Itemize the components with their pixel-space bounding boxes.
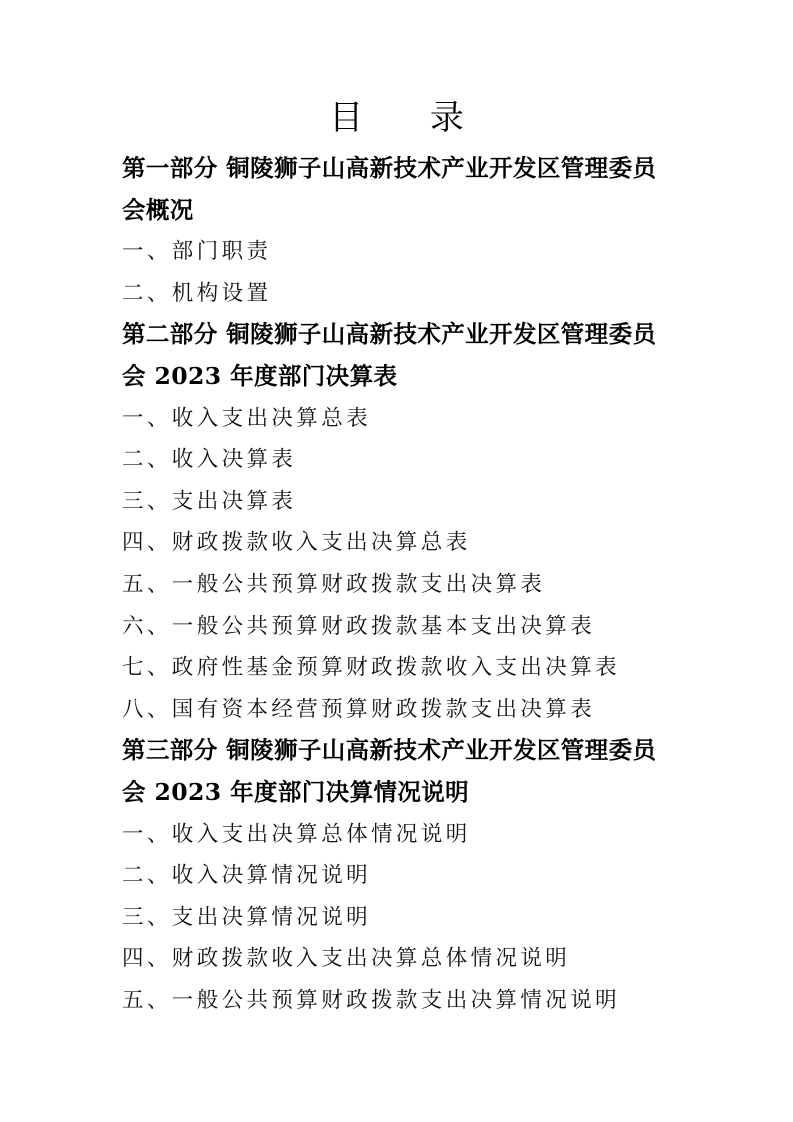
toc-entry: 一、收入支出决算总体情况说明 [122,821,471,847]
toc-entry: 二、收入决算情况说明 [122,863,372,889]
toc-section-heading: 会概况 [122,195,194,224]
toc-section-heading: 第三部分 铜陵狮子山高新技术产业开发区管理委员 [122,736,657,765]
toc-entry: 八、国有资本经营预算财政拨款支出决算表 [122,696,596,722]
table-of-contents [122,148,682,1021]
toc-entry: 三、支出决算情况说明 [122,904,372,930]
toc-entry: 五、一般公共预算财政拨款支出决算情况说明 [122,987,621,1013]
toc-entry: 五、一般公共预算财政拨款支出决算表 [122,571,546,597]
toc-entry: 二、机构设置 [122,280,272,306]
toc-entry: 六、一般公共预算财政拨款基本支出决算表 [122,613,596,639]
toc-section-heading: 会 2023 年度部门决算情况说明 [122,777,470,806]
toc-entry: 二、收入决算表 [122,447,297,473]
toc-entry: 四、财政拨款收入支出决算总表 [122,530,471,556]
toc-section-heading: 第二部分 铜陵狮子山高新技术产业开发区管理委员 [122,320,657,349]
toc-entry: 四、财政拨款收入支出决算总体情况说明 [122,946,571,972]
toc-entry: 一、部门职责 [122,239,272,265]
toc-entry: 一、收入支出决算总表 [122,405,372,431]
toc-section-heading: 会 2023 年度部门决算表 [122,361,398,390]
page-title: 目 录 [329,98,492,138]
toc-entry: 三、支出决算表 [122,488,297,514]
toc-entry: 七、政府性基金预算财政拨款收入支出决算表 [122,655,621,681]
toc-section-heading: 第一部分 铜陵狮子山高新技术产业开发区管理委员 [122,154,657,182]
